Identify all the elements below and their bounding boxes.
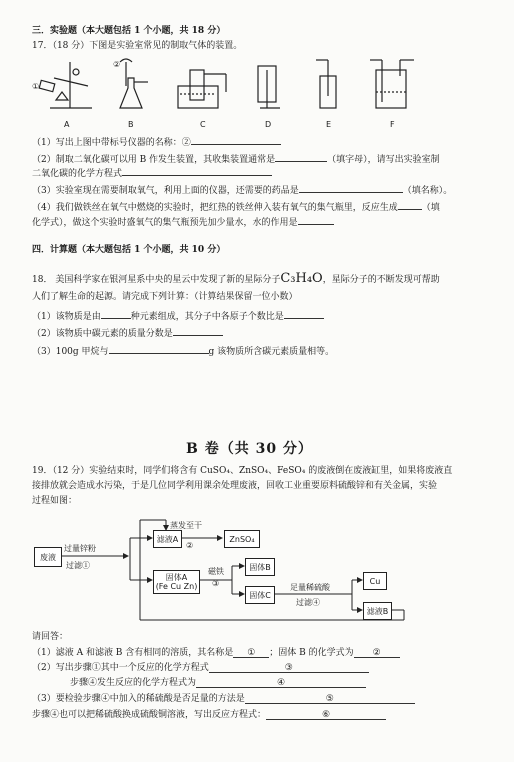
q18-stem: 18． 美国科学家在银河星系中央的星云中发现了新的星际分子C₃H₄O，星际分子的不断发现可帮助 xyxy=(32,271,440,286)
box-filtrate-a: 滤液A xyxy=(153,530,182,548)
q18-part3: （3）100g 甲烷与 g 该物质所含碳元素质量相等。 xyxy=(32,344,334,358)
q19-stem-1: 19．（12 分）实验结束时，同学们将含有 CuSO₄、ZnSO₄、FeSO₄ 的废液倒在废液缸里，如果将废液直 xyxy=(32,466,453,476)
step1-reagent: 过量锌粉 xyxy=(64,544,96,553)
q19-part4: 步骤④也可以把稀硫酸换成硫酸铜溶液，写出反应方程式： ⑥ xyxy=(32,710,386,721)
box-solid-b: 固体B xyxy=(245,558,275,576)
label-b: B xyxy=(128,120,134,129)
q17-part2: （2）制取二氧化碳可以用 B 作发生装置，其收集装置通常是 （填字母），请写出实验室制 xyxy=(32,152,440,166)
q17-part2-equation: 二氧化碳的化学方程式 xyxy=(32,166,272,180)
q17-part3: （3）实验室现在需要制取氧气，利用上面的仪器，还需要的药品是 （填名称）。 xyxy=(32,183,452,197)
mark-2: ② xyxy=(113,60,121,69)
q18-stem-2: 人们了解生命的起源。请完成下列计算：（计算结果保留一位小数） xyxy=(32,292,298,302)
evaporate-step: ② xyxy=(186,541,194,550)
evaporate-label: 蒸发至干 xyxy=(170,521,202,530)
section-b-title: B 卷（共 30 分） xyxy=(186,441,313,457)
label-e: E xyxy=(326,120,332,129)
section4-heading: 四．计算题（本大题包括 1 个小题，共 10 分） xyxy=(32,245,226,255)
q19-part3: （3）要检验步骤④中加入的稀硫酸是否足量的方法是 ⑤ xyxy=(32,694,415,705)
label-d: D xyxy=(265,120,272,129)
section3-heading: 三．实验题（本大题包括 1 个小题，共 18 分） xyxy=(32,26,226,36)
q19-stem-2: 接排放就会造成水污染，于是几位同学利用课余处理废液，回收工业重要原料硫酸锌和有关金属，实验 xyxy=(32,481,438,491)
magnet-label: 磁铁 xyxy=(208,567,224,576)
label-a: A xyxy=(64,120,70,129)
box-waste: 废液 xyxy=(34,547,62,567)
acid-step: 过滤④ xyxy=(296,598,320,607)
q17-stem: 17．（18 分）下图是实验室常见的制取气体的装置。 xyxy=(32,41,243,51)
acid-label: 足量稀硫酸 xyxy=(290,583,330,592)
q19-part2-step4: 步骤④发生反应的化学方程式为 ④ xyxy=(70,678,366,689)
q19-part1: （1）滤液 A 和滤液 B 含有相同的溶质，其名称是 ① ；固体 B 的化学式为 ② xyxy=(32,648,400,659)
q19-part2: （2）写出步骤①其中一个反应的化学方程式 ③ xyxy=(32,663,369,674)
step1-label: 过滤① xyxy=(66,561,90,570)
q19-stem-3: 过程如图： xyxy=(32,496,78,506)
answer-prompt: 请回答： xyxy=(32,632,69,642)
box-solid-a: 固体A (Fe Cu Zn) xyxy=(153,570,200,594)
q18-part1: （1）该物质是由 种元素组成，其分子中各原子个数比是 xyxy=(32,309,324,323)
q18-part2: （2）该物质中碳元素的质量分数是 xyxy=(32,326,223,340)
label-f: F xyxy=(390,120,395,129)
box-filtrate-b: 滤液B xyxy=(363,602,392,620)
box-znso4: ZnSO₄ xyxy=(224,530,260,548)
mark-1: ① xyxy=(32,82,40,91)
q17-part4-water: 化学式），做这个实验时盛氧气的集气瓶预先加少量水，水的作用是 xyxy=(32,215,334,229)
label-c: C xyxy=(200,120,206,129)
magnet-step: ③ xyxy=(212,579,220,588)
formula: C₃H₄O xyxy=(280,271,323,286)
q17-part4: （4）我们做铁丝在氧气中燃烧的实验时，把红热的铁丝伸入装有氧气的集气瓶里，反应生成 （填 xyxy=(32,200,440,214)
q17-part1: （1）写出上图中带标号仪器的名称：② xyxy=(32,135,281,149)
box-solid-c: 固体C xyxy=(245,586,275,604)
box-cu: Cu xyxy=(363,572,387,590)
